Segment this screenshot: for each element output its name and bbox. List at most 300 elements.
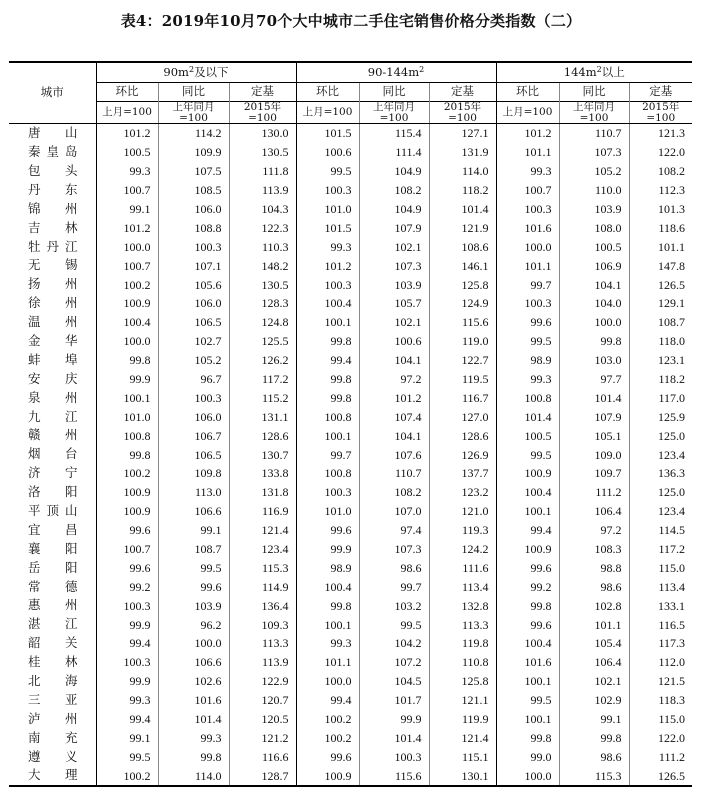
- index-value: 117.0: [629, 388, 692, 407]
- index-value: 98.6: [359, 558, 429, 577]
- index-value: 120.5: [229, 710, 296, 729]
- index-value: 121.0: [429, 502, 496, 521]
- index-value: 121.9: [429, 218, 496, 237]
- index-value: 99.4: [296, 691, 359, 710]
- index-value: 101.4: [559, 388, 629, 407]
- index-value: 99.3: [158, 729, 229, 748]
- index-value: 100.3: [158, 388, 229, 407]
- index-value: 100.0: [96, 237, 158, 256]
- index-value: 117.2: [629, 540, 692, 559]
- table-row: [9, 540, 692, 559]
- index-value: 130.0: [229, 124, 296, 143]
- index-value: 108.6: [429, 237, 496, 256]
- index-value: 103.9: [359, 275, 429, 294]
- index-value: 123.4: [629, 445, 692, 464]
- city-name: 锦州: [28, 200, 78, 216]
- index-value: 98.9: [496, 351, 559, 370]
- index-value: 99.6: [96, 558, 158, 577]
- index-value: 118.3: [629, 691, 692, 710]
- index-value: 101.1: [559, 615, 629, 634]
- index-value: 100.1: [496, 672, 559, 691]
- index-value: 111.8: [229, 162, 296, 181]
- index-value: 104.1: [359, 351, 429, 370]
- table-row: [9, 766, 692, 786]
- index-value: 123.1: [629, 351, 692, 370]
- table-row: [9, 615, 692, 634]
- index-value: 110.3: [229, 237, 296, 256]
- city-name: 包头: [28, 162, 78, 178]
- index-value: 96.2: [158, 615, 229, 634]
- index-value: 122.3: [229, 218, 296, 237]
- table-row: [9, 143, 692, 162]
- index-value: 116.7: [429, 388, 496, 407]
- index-value: 115.3: [559, 766, 629, 786]
- index-value: 100.1: [496, 502, 559, 521]
- index-value: 99.8: [296, 596, 359, 615]
- index-value: 121.5: [629, 672, 692, 691]
- city-name: 岳阳: [28, 559, 78, 575]
- index-value: 108.7: [158, 540, 229, 559]
- index-value: 101.0: [296, 200, 359, 219]
- city-name: 泸州: [28, 710, 78, 726]
- index-value: 107.9: [359, 218, 429, 237]
- table-row: [9, 200, 692, 219]
- index-value: 99.4: [496, 521, 559, 540]
- city-name: 蚌埠: [28, 351, 78, 367]
- index-value: 119.3: [429, 521, 496, 540]
- index-value: 113.4: [429, 577, 496, 596]
- city-name: 大理: [9, 766, 96, 786]
- index-value: 99.6: [496, 558, 559, 577]
- sub-header-mom: 环比: [496, 83, 559, 102]
- table-row: [9, 672, 692, 691]
- index-value: 108.3: [559, 540, 629, 559]
- group-header-large: $144m^2$以上: [496, 62, 692, 83]
- index-value: 100.2: [96, 275, 158, 294]
- city-name: 秦皇岛: [28, 144, 78, 160]
- index-value: 100.8: [96, 426, 158, 445]
- index-value: 99.7: [296, 445, 359, 464]
- table-row: [9, 445, 692, 464]
- index-value: 102.1: [359, 237, 429, 256]
- index-value: 102.8: [559, 596, 629, 615]
- index-value: 99.9: [96, 672, 158, 691]
- index-value: 99.6: [96, 521, 158, 540]
- city-name: 唐山: [28, 125, 78, 141]
- index-value: 106.4: [559, 502, 629, 521]
- index-value: 99.3: [96, 691, 158, 710]
- index-value: 102.1: [359, 313, 429, 332]
- index-value: 102.7: [158, 332, 229, 351]
- table-row: [9, 747, 692, 766]
- index-value: 107.1: [158, 256, 229, 275]
- index-value: 101.1: [629, 237, 692, 256]
- base-header-2015: 2015年=100: [229, 102, 296, 124]
- index-value: 99.2: [96, 577, 158, 596]
- index-value: 101.5: [296, 218, 359, 237]
- index-value: 131.1: [229, 407, 296, 426]
- index-value: 130.1: [429, 766, 496, 786]
- index-value: 99.3: [496, 162, 559, 181]
- city-name: 吉林: [28, 219, 78, 235]
- table-row: [9, 634, 692, 653]
- index-value: 101.1: [296, 653, 359, 672]
- index-value: 115.3: [229, 558, 296, 577]
- index-value: 100.2: [296, 710, 359, 729]
- index-value: 104.2: [359, 634, 429, 653]
- city-name: 牡丹江: [28, 238, 78, 254]
- index-value: 126.5: [629, 275, 692, 294]
- index-value: 99.8: [96, 351, 158, 370]
- city-name: 赣州: [28, 427, 78, 443]
- index-value: 119.8: [429, 634, 496, 653]
- index-value: 99.9: [96, 370, 158, 389]
- table-row: [9, 351, 692, 370]
- index-value: 97.2: [359, 370, 429, 389]
- index-value: 118.0: [629, 332, 692, 351]
- index-value: 104.3: [229, 200, 296, 219]
- index-value: 105.4: [559, 634, 629, 653]
- city-name: 温州: [28, 314, 78, 330]
- index-value: 103.2: [359, 596, 429, 615]
- base-header-prev-year: 上年同月=100: [559, 102, 629, 124]
- index-value: 99.8: [496, 729, 559, 748]
- index-value: 111.4: [359, 143, 429, 162]
- sub-header-fixed: 定基: [229, 83, 296, 102]
- index-value: 104.9: [359, 162, 429, 181]
- index-value: 97.4: [359, 521, 429, 540]
- index-value: 123.2: [429, 483, 496, 502]
- base-header-prev-month: 上月=100: [296, 102, 359, 124]
- index-value: 105.7: [359, 294, 429, 313]
- index-value: 99.8: [559, 729, 629, 748]
- index-value: 99.5: [296, 162, 359, 181]
- index-value: 124.2: [429, 540, 496, 559]
- index-value: 107.0: [359, 502, 429, 521]
- index-value: 108.8: [158, 218, 229, 237]
- index-value: 100.8: [296, 407, 359, 426]
- index-value: 104.9: [359, 200, 429, 219]
- index-value: 100.9: [296, 766, 359, 786]
- index-value: 100.8: [296, 464, 359, 483]
- table-row: [9, 256, 692, 275]
- base-header-2015: 2015年=100: [429, 102, 496, 124]
- index-value: 109.0: [559, 445, 629, 464]
- index-value: 100.1: [96, 388, 158, 407]
- table-row: [9, 124, 692, 143]
- index-value: 101.4: [496, 407, 559, 426]
- index-value: 126.2: [229, 351, 296, 370]
- index-value: 99.4: [96, 710, 158, 729]
- index-value: 121.2: [229, 729, 296, 748]
- index-value: 101.6: [496, 218, 559, 237]
- index-value: 146.1: [429, 256, 496, 275]
- index-value: 100.3: [496, 294, 559, 313]
- index-value: 104.1: [359, 426, 429, 445]
- index-value: 114.2: [158, 124, 229, 143]
- index-value: 137.7: [429, 464, 496, 483]
- city-name: 韶关: [28, 635, 78, 651]
- index-value: 99.8: [296, 332, 359, 351]
- city-name: 惠州: [28, 597, 78, 613]
- city-name: 徐州: [28, 295, 78, 311]
- index-value: 100.2: [96, 766, 158, 786]
- index-value: 99.9: [359, 710, 429, 729]
- index-value: 109.9: [158, 143, 229, 162]
- index-value: 100.4: [496, 483, 559, 502]
- city-name: 常德: [28, 578, 78, 594]
- index-value: 108.0: [559, 218, 629, 237]
- index-value: 100.7: [496, 181, 559, 200]
- index-value: 99.8: [559, 332, 629, 351]
- table-row: [9, 370, 692, 389]
- index-value: 117.3: [629, 634, 692, 653]
- index-value: 115.4: [359, 124, 429, 143]
- table-row: [9, 710, 692, 729]
- index-value: 99.7: [359, 577, 429, 596]
- index-value: 110.7: [559, 124, 629, 143]
- index-value: 100.5: [559, 237, 629, 256]
- table-row: [9, 294, 692, 313]
- sub-header-mom: 环比: [96, 83, 158, 102]
- city-name: 洛阳: [28, 484, 78, 500]
- index-value: 99.9: [296, 540, 359, 559]
- index-value: 99.9: [96, 615, 158, 634]
- index-value: 103.9: [158, 596, 229, 615]
- index-value: 96.7: [158, 370, 229, 389]
- index-value: 113.3: [229, 634, 296, 653]
- index-value: 99.6: [296, 521, 359, 540]
- index-value: 101.1: [496, 143, 559, 162]
- index-value: 104.1: [559, 275, 629, 294]
- base-header-prev-year: 上年同月=100: [359, 102, 429, 124]
- index-value: 122.0: [629, 729, 692, 748]
- index-value: 121.1: [429, 691, 496, 710]
- index-value: 98.9: [296, 558, 359, 577]
- index-value: 114.0: [429, 162, 496, 181]
- index-value: 99.3: [96, 162, 158, 181]
- city-name: 平顶山: [28, 503, 78, 518]
- index-value: 125.0: [629, 483, 692, 502]
- index-value: 101.2: [96, 218, 158, 237]
- index-value: 100.8: [496, 388, 559, 407]
- index-value: 105.2: [158, 351, 229, 370]
- index-value: 100.1: [296, 313, 359, 332]
- city-name: 南充: [28, 729, 78, 745]
- index-value: 99.1: [158, 521, 229, 540]
- city-name: 烟台: [28, 446, 78, 462]
- index-value: 99.5: [96, 747, 158, 766]
- index-value: 100.2: [296, 729, 359, 748]
- base-header-prev-month: 上月=100: [496, 102, 559, 124]
- index-value: 113.9: [229, 181, 296, 200]
- city-name: 丹东: [28, 181, 78, 197]
- index-value: 99.8: [296, 388, 359, 407]
- index-value: 121.4: [429, 729, 496, 748]
- table-row: [9, 596, 692, 615]
- table-row: [9, 521, 692, 540]
- index-value: 100.4: [96, 313, 158, 332]
- index-value: 125.0: [629, 426, 692, 445]
- city-name: 宜昌: [28, 521, 78, 537]
- index-value: 99.0: [496, 747, 559, 766]
- city-column-header: 城市: [9, 62, 96, 124]
- index-value: 99.6: [158, 577, 229, 596]
- index-value: 110.7: [359, 464, 429, 483]
- index-value: 98.8: [559, 558, 629, 577]
- index-value: 100.6: [296, 143, 359, 162]
- table-row: [9, 313, 692, 332]
- index-value: 123.4: [629, 502, 692, 521]
- index-value: 120.7: [229, 691, 296, 710]
- index-value: 101.7: [359, 691, 429, 710]
- index-value: 128.7: [229, 766, 296, 786]
- index-value: 136.3: [629, 464, 692, 483]
- index-value: 101.2: [496, 124, 559, 143]
- index-value: 114.5: [629, 521, 692, 540]
- index-value: 106.0: [158, 294, 229, 313]
- index-value: 101.2: [96, 124, 158, 143]
- index-value: 101.6: [496, 653, 559, 672]
- sub-header-yoy: 同比: [158, 83, 229, 102]
- index-value: 114.0: [158, 766, 229, 786]
- base-header-prev-month: 上月=100: [96, 102, 158, 124]
- table-row: [9, 407, 692, 426]
- sub-header-yoy: 同比: [359, 83, 429, 102]
- index-value: 131.8: [229, 483, 296, 502]
- index-value: 105.1: [559, 426, 629, 445]
- header-row-groups: [9, 62, 692, 83]
- index-value: 99.1: [96, 200, 158, 219]
- index-value: 127.0: [429, 407, 496, 426]
- table-row: [9, 237, 692, 256]
- index-value: 100.9: [496, 540, 559, 559]
- header-row-base: [9, 102, 692, 124]
- city-name: 金华: [28, 332, 78, 348]
- city-name: 桂林: [28, 654, 78, 670]
- index-value: 106.0: [158, 200, 229, 219]
- index-value: 130.5: [229, 275, 296, 294]
- index-value: 102.1: [559, 672, 629, 691]
- table-row: [9, 162, 692, 181]
- index-value: 101.0: [96, 407, 158, 426]
- index-value: 119.9: [429, 710, 496, 729]
- index-value: 128.6: [229, 426, 296, 445]
- index-value: 126.5: [629, 766, 692, 786]
- index-value: 127.1: [429, 124, 496, 143]
- index-value: 108.5: [158, 181, 229, 200]
- index-value: 107.3: [359, 540, 429, 559]
- index-value: 99.8: [296, 370, 359, 389]
- index-value: 100.5: [96, 143, 158, 162]
- index-value: 101.4: [158, 710, 229, 729]
- sub-header-mom: 环比: [296, 83, 359, 102]
- index-value: 133.8: [229, 464, 296, 483]
- table-title: 表4：2019年10月70个大中城市二手住宅销售价格分类指数（二）: [120, 12, 582, 30]
- index-value: 130.5: [229, 143, 296, 162]
- city-name: 襄阳: [28, 540, 78, 556]
- index-value: 100.1: [496, 710, 559, 729]
- index-value: 100.4: [296, 577, 359, 596]
- city-name: 扬州: [28, 276, 78, 292]
- index-value: 116.5: [629, 615, 692, 634]
- table-row: [9, 388, 692, 407]
- index-value: 148.2: [229, 256, 296, 275]
- index-value: 105.6: [158, 275, 229, 294]
- index-value: 119.0: [429, 332, 496, 351]
- index-value: 106.4: [559, 653, 629, 672]
- index-value: 101.6: [158, 691, 229, 710]
- index-value: 125.8: [429, 275, 496, 294]
- index-value: 117.2: [229, 370, 296, 389]
- index-value: 103.0: [559, 351, 629, 370]
- index-value: 128.3: [229, 294, 296, 313]
- index-value: 97.7: [559, 370, 629, 389]
- index-value: 125.8: [429, 672, 496, 691]
- index-value: 106.0: [158, 407, 229, 426]
- index-value: 125.5: [229, 332, 296, 351]
- index-value: 106.7: [158, 426, 229, 445]
- table-row: [9, 577, 692, 596]
- index-value: 104.5: [359, 672, 429, 691]
- city-name: 泉州: [28, 389, 78, 405]
- index-value: 100.2: [96, 464, 158, 483]
- index-value: 109.7: [559, 464, 629, 483]
- index-value: 99.7: [496, 275, 559, 294]
- city-name: 北海: [28, 673, 78, 689]
- index-value: 99.6: [296, 747, 359, 766]
- index-value: 115.6: [359, 766, 429, 786]
- index-value: 114.9: [229, 577, 296, 596]
- index-value: 121.3: [629, 124, 692, 143]
- index-value: 109.3: [229, 615, 296, 634]
- index-value: 100.6: [359, 332, 429, 351]
- index-value: 128.6: [429, 426, 496, 445]
- index-value: 101.4: [429, 200, 496, 219]
- index-value: 98.6: [559, 747, 629, 766]
- index-value: 99.8: [96, 445, 158, 464]
- index-value: 101.3: [629, 200, 692, 219]
- index-value: 107.4: [359, 407, 429, 426]
- base-header-2015: 2015年=100: [629, 102, 692, 124]
- index-value: 113.4: [629, 577, 692, 596]
- index-value: 124.9: [429, 294, 496, 313]
- table-row: [9, 426, 692, 445]
- index-value: 132.8: [429, 596, 496, 615]
- index-value: 99.3: [296, 634, 359, 653]
- index-value: 108.7: [629, 313, 692, 332]
- index-value: 116.6: [229, 747, 296, 766]
- index-value: 122.7: [429, 351, 496, 370]
- index-value: 130.7: [229, 445, 296, 464]
- index-value: 100.3: [96, 596, 158, 615]
- index-value: 118.2: [429, 181, 496, 200]
- index-value: 100.9: [96, 294, 158, 313]
- index-value: 100.7: [96, 256, 158, 275]
- index-value: 100.9: [96, 502, 158, 521]
- index-value: 107.9: [559, 407, 629, 426]
- index-value: 100.3: [296, 181, 359, 200]
- index-value: 100.3: [296, 275, 359, 294]
- sub-header-yoy: 同比: [559, 83, 629, 102]
- index-value: 119.5: [429, 370, 496, 389]
- index-value: 99.2: [496, 577, 559, 596]
- index-value: 108.2: [359, 181, 429, 200]
- index-value: 99.5: [496, 445, 559, 464]
- index-value: 102.6: [158, 672, 229, 691]
- index-value: 99.6: [496, 615, 559, 634]
- index-value: 111.2: [559, 483, 629, 502]
